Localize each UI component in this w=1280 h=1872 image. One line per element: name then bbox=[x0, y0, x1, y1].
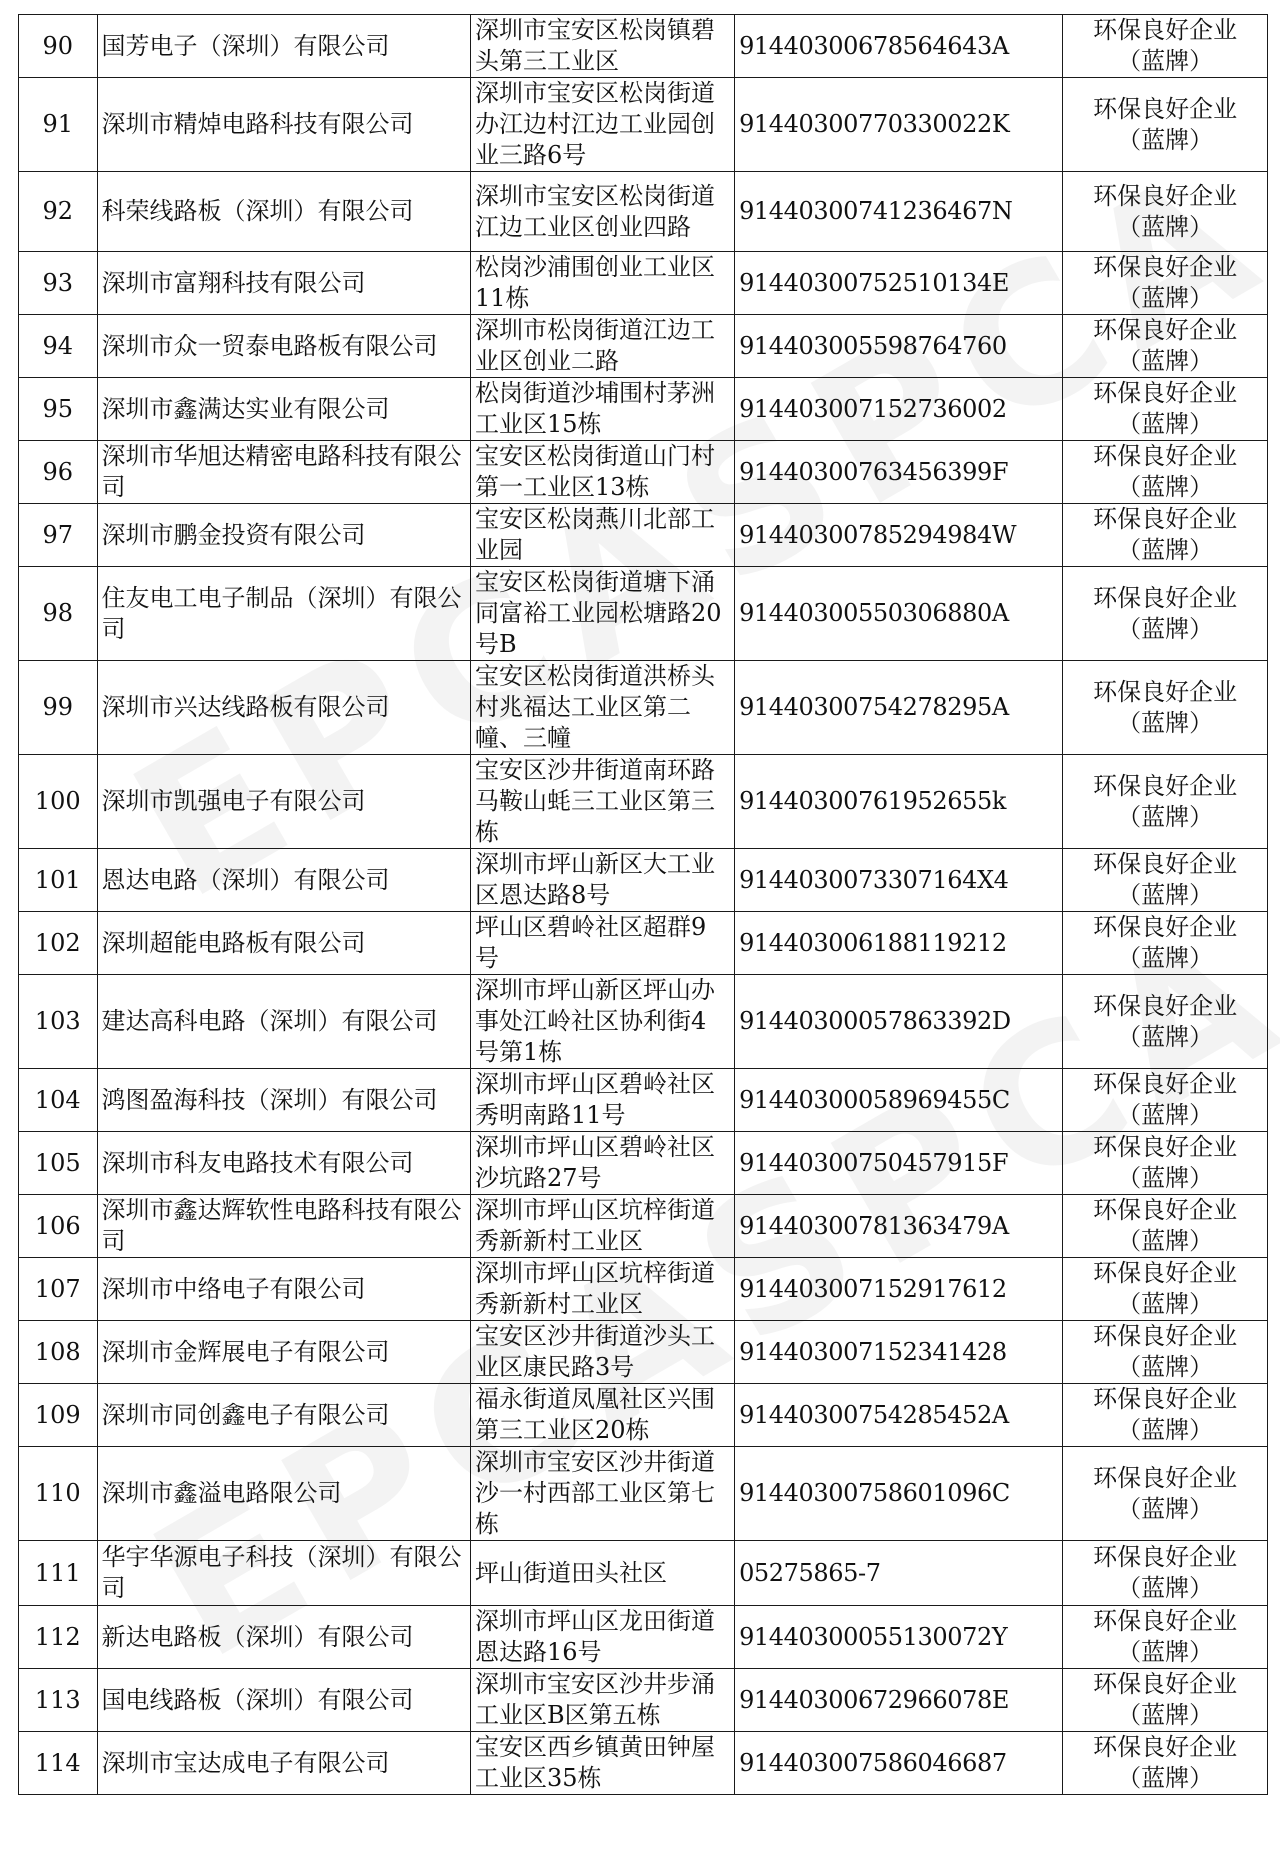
company-address: 深圳市宝安区松岗街道江边工业区创业四路 bbox=[471, 172, 735, 252]
table-row bbox=[19, 378, 1268, 441]
table-row bbox=[19, 975, 1268, 1069]
rating-label: 环保良好企业 bbox=[1093, 991, 1238, 1020]
company-address: 宝安区沙井街道沙头工业区康民路3号 bbox=[471, 1321, 735, 1384]
table-row bbox=[19, 912, 1268, 975]
row-number: 104 bbox=[19, 1069, 98, 1132]
row-number: 113 bbox=[19, 1669, 98, 1732]
table-row bbox=[19, 661, 1268, 755]
credit-code: 91440300678564643A bbox=[735, 15, 1063, 78]
rating-plate: （蓝牌） bbox=[1117, 1638, 1214, 1666]
rating-label: 环保良好企业 bbox=[1093, 505, 1238, 533]
table-row bbox=[19, 315, 1268, 378]
company-name: 深圳市中络电子有限公司 bbox=[97, 1258, 471, 1321]
row-number: 110 bbox=[19, 1447, 98, 1541]
credit-code: 91440300055130072Y bbox=[735, 1606, 1063, 1669]
rating-level bbox=[1063, 912, 1268, 975]
rating-level bbox=[1063, 755, 1268, 849]
rating-level bbox=[1063, 78, 1268, 172]
company-name: 深圳市鑫达辉软性电路科技有限公司 bbox=[97, 1195, 471, 1258]
rating-level bbox=[1063, 1069, 1268, 1132]
rating-label: 环保良好企业 bbox=[1093, 850, 1238, 878]
company-name: 深圳市鹏金投资有限公司 bbox=[97, 504, 471, 567]
table-body bbox=[19, 15, 1268, 1795]
rating-label: 环保良好企业 bbox=[1093, 379, 1238, 407]
rating-level bbox=[1063, 504, 1268, 567]
table-row bbox=[19, 1384, 1268, 1447]
rating-level bbox=[1063, 1732, 1268, 1795]
company-address: 深圳市宝安区松岗街道办江边村江边工业园创业三路6号 bbox=[471, 78, 735, 172]
row-number: 95 bbox=[19, 378, 98, 441]
rating-level bbox=[1063, 1132, 1268, 1195]
rating-label: 环保良好企业 bbox=[1093, 1196, 1238, 1224]
credit-code: 91440300754285452A bbox=[735, 1384, 1063, 1447]
rating-label: 环保良好企业 bbox=[1093, 1463, 1238, 1492]
rating-plate: （蓝牌） bbox=[1117, 1164, 1214, 1192]
company-name: 深圳市科友电路技术有限公司 bbox=[97, 1132, 471, 1195]
rating-level bbox=[1063, 661, 1268, 755]
table-row bbox=[19, 252, 1268, 315]
credit-code: 91440300741236467N bbox=[735, 172, 1063, 252]
row-number: 107 bbox=[19, 1258, 98, 1321]
rating-plate: （蓝牌） bbox=[1117, 1227, 1214, 1255]
table-row bbox=[19, 441, 1268, 504]
table-row bbox=[19, 1447, 1268, 1541]
row-number: 103 bbox=[19, 975, 98, 1069]
company-address: 深圳市坪山区碧岭社区秀明南路11号 bbox=[471, 1069, 735, 1132]
company-name: 深圳市凯强电子有限公司 bbox=[97, 755, 471, 849]
rating-level bbox=[1063, 1541, 1268, 1606]
company-name: 深圳市华旭达精密电路科技有限公司 bbox=[97, 441, 471, 504]
rating-level bbox=[1063, 1321, 1268, 1384]
table-row bbox=[19, 1606, 1268, 1669]
rating-level bbox=[1063, 1606, 1268, 1669]
rating-plate: （蓝牌） bbox=[1117, 212, 1214, 241]
rating-level bbox=[1063, 1669, 1268, 1732]
row-number: 112 bbox=[19, 1606, 98, 1669]
credit-code: 91440300763456399F bbox=[735, 441, 1063, 504]
company-address: 坪山区碧岭社区超群9号 bbox=[471, 912, 735, 975]
rating-label: 环保良好企业 bbox=[1093, 316, 1238, 344]
company-name: 国电线路板（深圳）有限公司 bbox=[97, 1669, 471, 1732]
rating-plate: （蓝牌） bbox=[1117, 1022, 1214, 1051]
credit-code: 914403007152341428 bbox=[735, 1321, 1063, 1384]
rating-label: 环保良好企业 bbox=[1093, 771, 1238, 800]
rating-level bbox=[1063, 1447, 1268, 1541]
credit-code: 91440300781363479A bbox=[735, 1195, 1063, 1258]
rating-level bbox=[1063, 252, 1268, 315]
company-address: 宝安区松岗街道塘下涌同富裕工业园松塘路20号B bbox=[471, 567, 735, 661]
table-row bbox=[19, 1669, 1268, 1732]
credit-code: 91440300750457915F bbox=[735, 1132, 1063, 1195]
table-row bbox=[19, 1321, 1268, 1384]
rating-plate: （蓝牌） bbox=[1117, 802, 1214, 831]
rating-level bbox=[1063, 441, 1268, 504]
company-name: 科荣线路板（深圳）有限公司 bbox=[97, 172, 471, 252]
rating-plate: （蓝牌） bbox=[1117, 881, 1214, 909]
table-row bbox=[19, 78, 1268, 172]
company-address: 坪山街道田头社区 bbox=[471, 1541, 735, 1606]
rating-plate: （蓝牌） bbox=[1117, 410, 1214, 438]
rating-label: 环保良好企业 bbox=[1093, 1385, 1238, 1413]
company-name: 新达电路板（深圳）有限公司 bbox=[97, 1606, 471, 1669]
row-number: 99 bbox=[19, 661, 98, 755]
company-table bbox=[18, 14, 1268, 1795]
rating-plate: （蓝牌） bbox=[1117, 284, 1214, 312]
rating-level bbox=[1063, 378, 1268, 441]
company-name: 深圳市兴达线路板有限公司 bbox=[97, 661, 471, 755]
rating-level bbox=[1063, 1384, 1268, 1447]
credit-code: 91440300754278295A bbox=[735, 661, 1063, 755]
company-name: 深圳市同创鑫电子有限公司 bbox=[97, 1384, 471, 1447]
rating-label: 环保良好企业 bbox=[1093, 442, 1238, 470]
rating-label: 环保良好企业 bbox=[1093, 16, 1238, 44]
rating-label: 环保良好企业 bbox=[1093, 1259, 1238, 1287]
credit-code: 05275865-7 bbox=[735, 1541, 1063, 1606]
row-number: 100 bbox=[19, 755, 98, 849]
table-row bbox=[19, 849, 1268, 912]
rating-plate: （蓝牌） bbox=[1117, 614, 1214, 643]
rating-plate: （蓝牌） bbox=[1117, 1416, 1214, 1444]
row-number: 97 bbox=[19, 504, 98, 567]
rating-level bbox=[1063, 315, 1268, 378]
credit-code: 91440300057863392D bbox=[735, 975, 1063, 1069]
row-number: 90 bbox=[19, 15, 98, 78]
company-name: 深圳市众一贸泰电路板有限公司 bbox=[97, 315, 471, 378]
rating-plate: （蓝牌） bbox=[1117, 1101, 1214, 1129]
credit-code: 914403006188119212 bbox=[735, 912, 1063, 975]
company-name: 深圳超能电路板有限公司 bbox=[97, 912, 471, 975]
credit-code: 91440300770330022K bbox=[735, 78, 1063, 172]
company-name: 深圳市富翔科技有限公司 bbox=[97, 252, 471, 315]
company-address: 宝安区沙井街道南环路马鞍山蚝三工业区第三栋 bbox=[471, 755, 735, 849]
table-row bbox=[19, 15, 1268, 78]
rating-plate: （蓝牌） bbox=[1117, 125, 1214, 154]
row-number: 105 bbox=[19, 1132, 98, 1195]
table-row bbox=[19, 1732, 1268, 1795]
row-number: 96 bbox=[19, 441, 98, 504]
credit-code: 91440300550306880A bbox=[735, 567, 1063, 661]
rating-plate: （蓝牌） bbox=[1117, 944, 1214, 972]
company-name: 国芳电子（深圳）有限公司 bbox=[97, 15, 471, 78]
company-name: 深圳市鑫溢电路限公司 bbox=[97, 1447, 471, 1541]
rating-plate: （蓝牌） bbox=[1117, 1290, 1214, 1318]
credit-code: 91440300752510134E bbox=[735, 252, 1063, 315]
credit-code: 91440300058969455C bbox=[735, 1069, 1063, 1132]
row-number: 106 bbox=[19, 1195, 98, 1258]
company-list-sheet bbox=[18, 14, 1268, 1795]
company-name: 深圳市鑫满达实业有限公司 bbox=[97, 378, 471, 441]
rating-level bbox=[1063, 1258, 1268, 1321]
rating-plate: （蓝牌） bbox=[1117, 347, 1214, 375]
credit-code: 914403007152917612 bbox=[735, 1258, 1063, 1321]
company-name: 深圳市金辉展电子有限公司 bbox=[97, 1321, 471, 1384]
rating-label: 环保良好企业 bbox=[1093, 913, 1238, 941]
row-number: 93 bbox=[19, 252, 98, 315]
rating-level bbox=[1063, 15, 1268, 78]
rating-plate: （蓝牌） bbox=[1117, 1764, 1214, 1792]
company-address: 深圳市坪山区碧岭社区沙坑路27号 bbox=[471, 1132, 735, 1195]
table-row bbox=[19, 504, 1268, 567]
company-name: 鸿图盈海科技（深圳）有限公司 bbox=[97, 1069, 471, 1132]
table-row bbox=[19, 1541, 1268, 1606]
row-number: 108 bbox=[19, 1321, 98, 1384]
rating-label: 环保良好企业 bbox=[1093, 181, 1238, 210]
rating-plate: （蓝牌） bbox=[1117, 1353, 1214, 1381]
table-row bbox=[19, 1069, 1268, 1132]
table-row bbox=[19, 172, 1268, 252]
company-address: 福永街道凤凰社区兴围第三工业区20栋 bbox=[471, 1384, 735, 1447]
credit-code: 914403007586046687 bbox=[735, 1732, 1063, 1795]
company-address: 深圳市坪山新区大工业区恩达路8号 bbox=[471, 849, 735, 912]
rating-plate: （蓝牌） bbox=[1117, 1574, 1214, 1602]
company-address: 松岗街道沙埔围村茅洲工业区15栋 bbox=[471, 378, 735, 441]
rating-label: 环保良好企业 bbox=[1093, 1543, 1238, 1571]
rating-level bbox=[1063, 975, 1268, 1069]
company-address: 宝安区西乡镇黄田钟屋工业区35栋 bbox=[471, 1732, 735, 1795]
credit-code: 9144030073307164X4 bbox=[735, 849, 1063, 912]
company-address: 宝安区松岗街道洪桥头村兆福达工业区第二幢、三幢 bbox=[471, 661, 735, 755]
credit-code: 91440300672966078E bbox=[735, 1669, 1063, 1732]
table-row bbox=[19, 1195, 1268, 1258]
row-number: 91 bbox=[19, 78, 98, 172]
row-number: 98 bbox=[19, 567, 98, 661]
row-number: 92 bbox=[19, 172, 98, 252]
company-name: 住友电工电子制品（深圳）有限公司 bbox=[97, 567, 471, 661]
company-address: 深圳市坪山区龙田街道恩达路16号 bbox=[471, 1606, 735, 1669]
company-name: 恩达电路（深圳）有限公司 bbox=[97, 849, 471, 912]
table-row bbox=[19, 755, 1268, 849]
rating-label: 环保良好企业 bbox=[1093, 1733, 1238, 1761]
rating-label: 环保良好企业 bbox=[1093, 1607, 1238, 1635]
rating-label: 环保良好企业 bbox=[1093, 253, 1238, 281]
company-name: 深圳市宝达成电子有限公司 bbox=[97, 1732, 471, 1795]
credit-code: 91440300785294984W bbox=[735, 504, 1063, 567]
rating-plate: （蓝牌） bbox=[1117, 708, 1214, 737]
row-number: 94 bbox=[19, 315, 98, 378]
rating-level bbox=[1063, 567, 1268, 661]
table-row bbox=[19, 1132, 1268, 1195]
company-address: 松岗沙浦围创业工业区11栋 bbox=[471, 252, 735, 315]
rating-level bbox=[1063, 1195, 1268, 1258]
credit-code: 91440300761952655k bbox=[735, 755, 1063, 849]
rating-plate: （蓝牌） bbox=[1117, 473, 1214, 501]
company-address: 深圳市宝安区沙井街道沙一村西部工业区第七栋 bbox=[471, 1447, 735, 1541]
company-address: 深圳市松岗街道江边工业区创业二路 bbox=[471, 315, 735, 378]
rating-level bbox=[1063, 172, 1268, 252]
rating-label: 环保良好企业 bbox=[1093, 1322, 1238, 1350]
company-address: 宝安区松岗街道山门村第一工业区13栋 bbox=[471, 441, 735, 504]
credit-code: 914403007152736002 bbox=[735, 378, 1063, 441]
company-address: 深圳市坪山区坑梓街道秀新新村工业区 bbox=[471, 1195, 735, 1258]
row-number: 102 bbox=[19, 912, 98, 975]
rating-label: 环保良好企业 bbox=[1093, 94, 1238, 123]
company-address: 宝安区松岗燕川北部工业园 bbox=[471, 504, 735, 567]
rating-level bbox=[1063, 849, 1268, 912]
company-name: 华宇华源电子科技（深圳）有限公司 bbox=[97, 1541, 471, 1606]
table-row bbox=[19, 567, 1268, 661]
row-number: 101 bbox=[19, 849, 98, 912]
rating-label: 环保良好企业 bbox=[1093, 1070, 1238, 1098]
row-number: 109 bbox=[19, 1384, 98, 1447]
rating-label: 环保良好企业 bbox=[1093, 583, 1238, 612]
rating-label: 环保良好企业 bbox=[1093, 1133, 1238, 1161]
company-address: 深圳市坪山新区坪山办事处江岭社区协利街4号第1栋 bbox=[471, 975, 735, 1069]
company-address: 深圳市坪山区坑梓街道秀新新村工业区 bbox=[471, 1258, 735, 1321]
rating-plate: （蓝牌） bbox=[1117, 47, 1214, 75]
company-address: 深圳市宝安区松岗镇碧头第三工业区 bbox=[471, 15, 735, 78]
company-address: 深圳市宝安区沙井步涌工业区B区第五栋 bbox=[471, 1669, 735, 1732]
rating-label: 环保良好企业 bbox=[1093, 1670, 1238, 1698]
rating-plate: （蓝牌） bbox=[1117, 536, 1214, 564]
credit-code: 914403005598764760 bbox=[735, 315, 1063, 378]
company-name: 建达高科电路（深圳）有限公司 bbox=[97, 975, 471, 1069]
rating-plate: （蓝牌） bbox=[1117, 1494, 1214, 1523]
rating-label: 环保良好企业 bbox=[1093, 677, 1238, 706]
row-number: 114 bbox=[19, 1732, 98, 1795]
credit-code: 91440300758601096C bbox=[735, 1447, 1063, 1541]
table-row bbox=[19, 1258, 1268, 1321]
rating-plate: （蓝牌） bbox=[1117, 1701, 1214, 1729]
row-number: 111 bbox=[19, 1541, 98, 1606]
company-name: 深圳市精焯电路科技有限公司 bbox=[97, 78, 471, 172]
